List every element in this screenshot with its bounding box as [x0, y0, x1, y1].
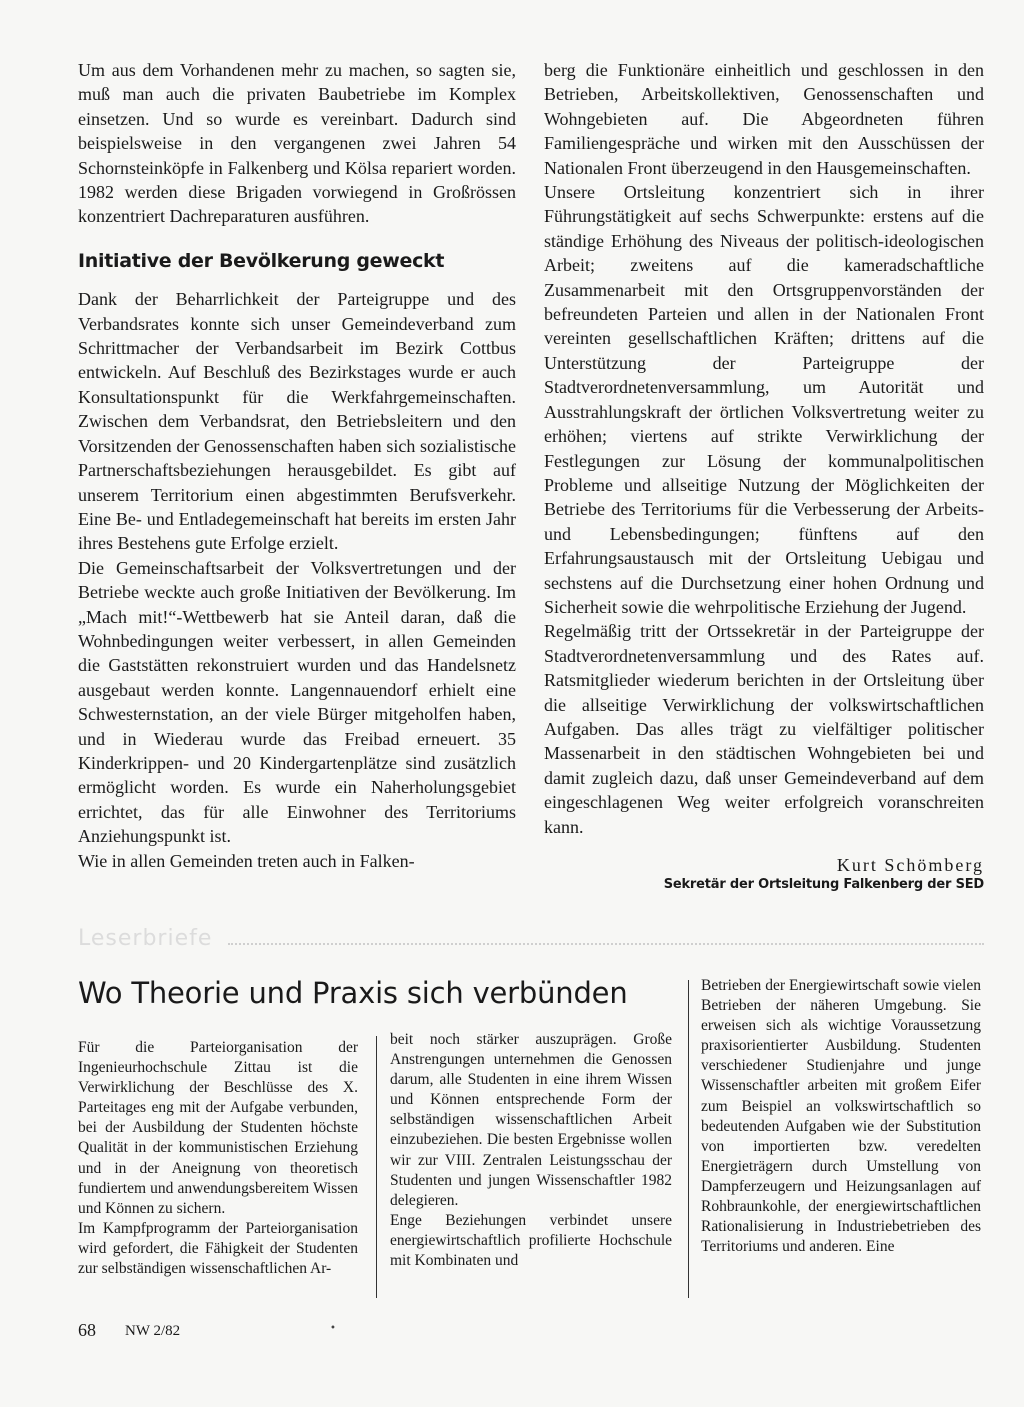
column-divider: [376, 1036, 377, 1298]
print-speck: •: [330, 1323, 336, 1334]
article-column-left: [78, 58, 516, 873]
letter-column-3: [701, 976, 981, 1257]
author-name: Kurt Schömberg: [836, 855, 984, 875]
paragraph: Um aus dem Vorhandenen mehr zu machen, so sagten sie, muß man auch die privaten Baubetriebe im Komplex einsetzen. Und so wurde es vereinbart. Dadurch sind beispielsweise in den vergangenen zwei Jahren 54 Schornsteinköpfe in Falkenberg und Kölsa repariert worden. 1982 werden diese Brigaden vorwiegend in Großrössen konzentriert Dachreparaturen ausführen.: [78, 60, 516, 227]
issue-label: NW 2/82: [125, 1323, 181, 1339]
column-divider: [688, 980, 689, 1298]
section-header: [78, 926, 984, 958]
author-role: Sekretär der Ortsleitung Falkenberg der SED: [663, 877, 984, 893]
letter-column-2: [390, 1030, 672, 1271]
paragraph: Regelmäßig tritt der Ortssekretär in der Parteigruppe der Stadtverordnetenversammlung und des Rates auf. Ratsmitglieder wiederum berichten in der Ortsleitung über die allseitige Verwirklichung der volkswirtschaftlichen Aufgaben. Das alles trägt zu vielfältiger politischer Massenarbeit in den städtischen Wohngebieten bei und damit zugleich dazu, daß unser Gemeindeverband auf dem eingeschlagenen Weg weiter erfolgreich voranschreiten kann.: [544, 621, 984, 837]
section-divider: [228, 943, 984, 945]
article-column-right: [544, 58, 984, 893]
paragraph: berg die Funktionäre einheitlich und geschlossen in den Betrieben, Arbeitskollektiven, Genossenschaften und Wohngebieten auf. Die Abgeordneten führen Familiengespräche und wirken mit den Ausschüssen der Nationalen Front überzeugend in den Hausgemeinschaften.: [544, 60, 984, 178]
paragraph: Für die Parteiorganisation der Ingenieurhochschule Zittau ist die Verwirklichung der Beschlüsse des X. Parteitages eng mit der Aufgabe verbunden, bei der Ausbildung der Studenten höchste Qualität in der kommunistischen Erziehung und in der Aneignung von theoretisch fundiertem und anwendungsbereitem Wissen und Können zu sichern.: [78, 1039, 358, 1217]
paragraph: Betrieben der Energiewirtschaft sowie vielen Betrieben der näheren Umgebung. Sie erweisen sich als wichtige Voraussetzung praxisorientierter Ausbildung. Studenten verschiedener Studienjahre und junge Wissenschaftler arbeiten mit großem Eifer zum Beispiel an volkswirtschaftlich so bedeutenden Aufgaben wie der Substitution von importierten bzw. veredelten Energieträgern durch Umstellung von Dampferzeugern und Heizungsanlagen auf Rohbraunkohle, der energiewirtschaftlichen Rationalisierung in Industriebetrieben des Territoriums und anderen. Eine: [701, 977, 981, 1256]
article-subheading: Initiative der Bevölkerung geweckt: [78, 249, 445, 272]
letter-headline: Wo Theorie und Praxis sich verbünden: [78, 976, 628, 1010]
page-number: 68: [78, 1320, 96, 1340]
paragraph: beit noch stärker auszuprägen. Große Anstrengungen unternehmen die Genossen darum, alle Studenten in eine ihrem Wissen und Können entsprechende Form der selbständigen wissenschaftlichen Arbeit einzubeziehen. Die besten Ergebnisse wollen wir zur VIII. Zentralen Leistungsschau der Studenten und jungen Wissenschaftler 1982 delegieren.: [390, 1031, 672, 1209]
paragraph: Unsere Ortsleitung konzentriert sich in ihrer Führungstätigkeit auf sechs Schwerpunkte: erstens auf die ständige Erhöhung des Niveaus der politisch-ideologischen Arbeit; zweitens auf die kameradschaftliche Zusammenarbeit mit den Ortsgruppenvorständen der befreundeten Parteien und allen in der Nationalen Front vereinten gesellschaftlichen Kräften; drittens auf die Unterstützung der Parteigruppe der Stadtverordnetenversammlung, um Autorität und Ausstrahlungskraft der örtlichen Volksvertretung weiter zu erhöhen; viertens auf strikte Verwirklichung der Festlegungen zur Lösung der kommunalpolitischen Probleme und allseitige Nutzung der Möglichkeiten der Betriebe des Territoriums für die Verbesserung der Arbeits- und Lebensbedingungen; fünftens auf den Erfahrungsaustausch mit der Ortsleitung Uebigau und sechstens auf die Durchsetzung einer hohen Ordnung und Sicherheit sowie die wehrpolitische Erziehung der Jugend.: [544, 182, 984, 617]
paragraph: Dank der Beharrlichkeit der Parteigruppe und des Verbandsrates konnte sich unser Gemeindeverband zum Schrittmacher der Verbandsarbeit im Bezirk Cottbus entwickeln. Auf Beschluß des Bezirkstages wurde er auch Konsultationspunkt für die Werkfahrgemeinschaften. Zwischen dem Verbandsrat, den Betriebsleitern und den Vorsitzenden der Genossenschaften haben sich sozialistische Partnerschaftsbeziehungen herausgebildet. Es gibt auf unserem Territorium einen abgestimmten Berufsverkehr. Eine Be- und Entladegemeinschaft hat bereits im ersten Jahr ihres Bestehens gute Erfolge erzielt.: [78, 289, 516, 554]
paragraph: Wie in allen Gemeinden treten auch in Falken-: [78, 850, 415, 871]
letter-column-1: [78, 1038, 358, 1279]
paragraph: Enge Beziehungen verbindet unsere energiewirtschaftlich profilierte Hochschule mit Kombinaten und: [390, 1211, 672, 1270]
section-label: Leserbriefe: [78, 926, 213, 951]
paragraph: Die Gemeinschaftsarbeit der Volksvertretungen und der Betriebe weckte auch große Initiativen der Bevölkerung. Im „Mach mit!“-Wettbewerb hat sie Anteil daran, daß die Wohnbedingungen weiter verbessert, in allen Gemeinden die Gaststätten rekonstruiert wurden und das Handelsnetz ausgebaut werden konnte. Langennauendorf erhielt eine Schwesternstation, an der viele Bürger mitgeholfen haben, und in Wiederau wurde das Freibad erneuert. 35 Kinderkrippen- und 20 Kindergartenplätze sind zusätzlich ermöglicht worden. Es wurde ein Naherholungsgebiet errichtet, das für alle Einwohner des Territoriums Anziehungspunkt ist.: [78, 557, 516, 847]
paragraph: Im Kampfprogramm der Parteiorganisation wird gefordert, die Fähigkeit der Studenten zur selbständigen wissenschaftlichen Ar-: [78, 1219, 358, 1278]
